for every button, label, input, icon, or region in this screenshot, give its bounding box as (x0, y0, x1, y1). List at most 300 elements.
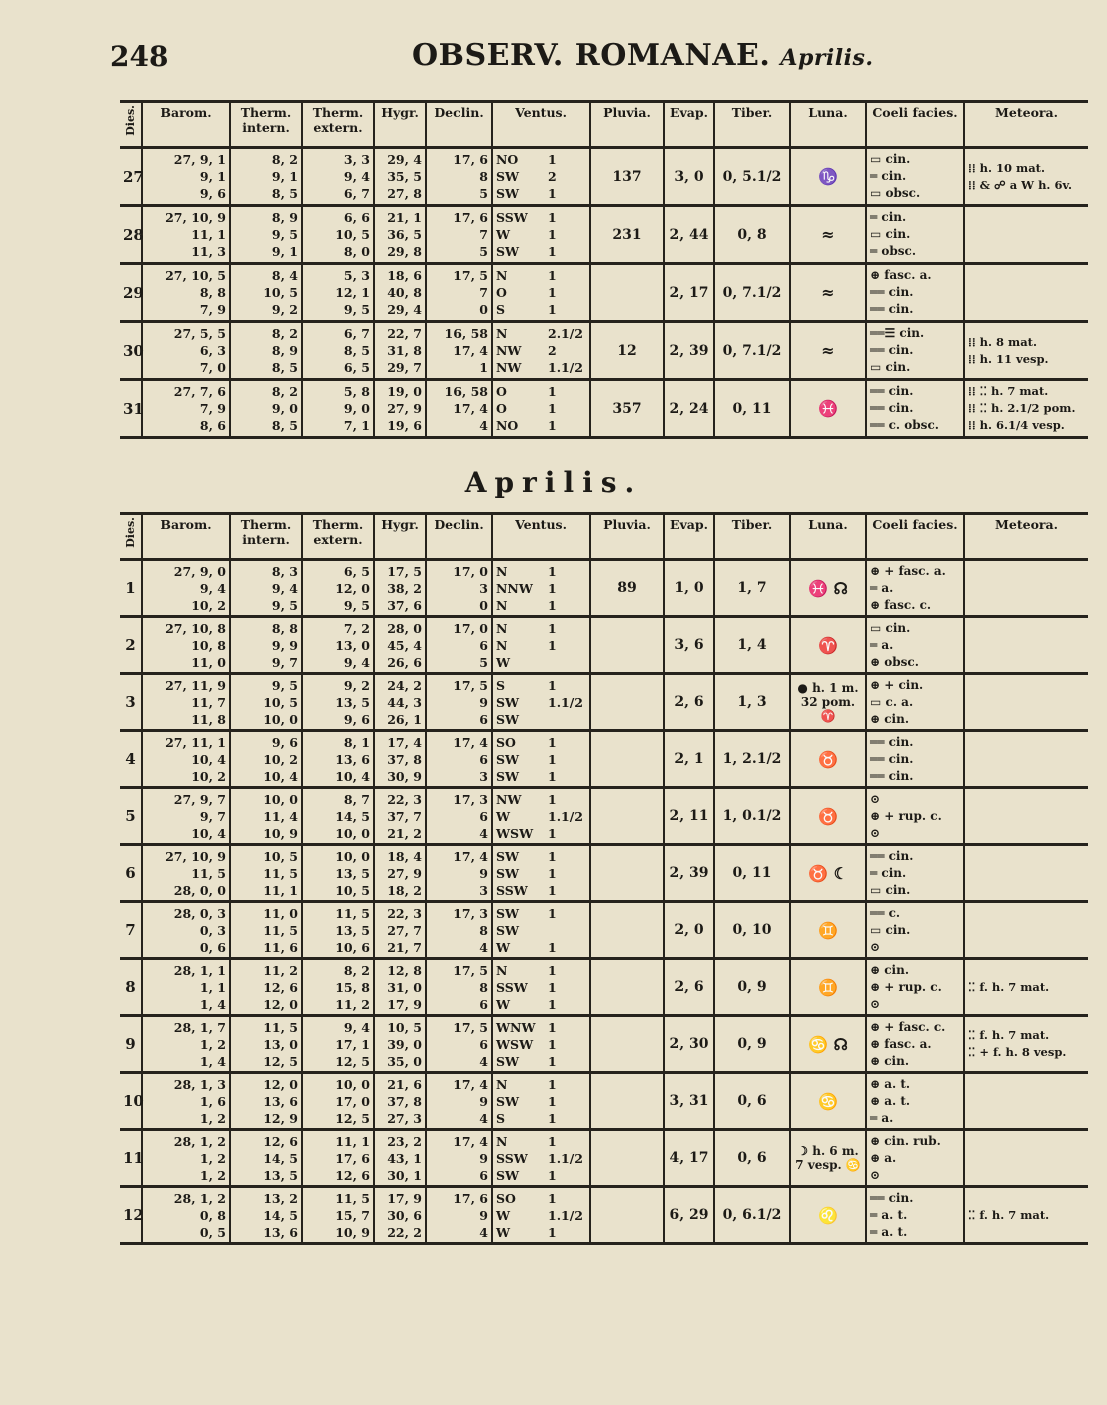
meteora-cell (964, 1187, 1088, 1244)
evap-cell: 2, 0 (664, 902, 714, 959)
table-row (120, 1130, 1088, 1187)
tex-value: 13, 5 (335, 865, 370, 881)
table-row (120, 322, 1088, 380)
meteora-cell (964, 1130, 1088, 1187)
barom-value: 28, 1, 7 (173, 1019, 226, 1035)
wind-line (496, 791, 586, 808)
tex-cell (302, 731, 374, 788)
tin-cell (230, 1073, 302, 1130)
coeli-value: ▭ cin. (870, 922, 911, 937)
barom-value: 9, 6 (199, 186, 226, 201)
running-title (412, 38, 874, 73)
barom-value: 9, 7 (199, 808, 226, 824)
barom-value: 11, 3 (191, 244, 226, 259)
decl-value: 17, 6 (453, 1190, 488, 1206)
wind-line (496, 168, 586, 185)
decl-value: 17, 4 (453, 848, 488, 864)
wind-direction: SSW (496, 979, 528, 995)
table-row (120, 845, 1088, 902)
decl-value: 7 (479, 285, 488, 300)
luna-cell: ≈ (790, 206, 866, 264)
wind-line (496, 209, 586, 226)
barom-value: 27, 11, 9 (165, 677, 226, 693)
wind-force: 1 (548, 637, 557, 653)
decl-cell (426, 731, 492, 788)
hygr-value: 17, 9 (387, 996, 422, 1012)
hygr-value: 31, 8 (387, 343, 422, 358)
tin-value: 11, 5 (263, 922, 298, 938)
tex-value: 13, 6 (335, 751, 370, 767)
barom-value: 27, 10, 9 (165, 210, 226, 225)
wind-line (496, 979, 586, 996)
hygr-cell (374, 1073, 426, 1130)
coeli-value: ══☰ cin. (870, 326, 925, 340)
tex-value: 10, 0 (335, 1076, 370, 1092)
hygr-value: 29, 8 (387, 244, 422, 259)
decl-value: 9 (479, 865, 488, 881)
wind-direction: NO (496, 418, 519, 433)
evap-cell: 2, 30 (664, 1016, 714, 1073)
wind-direction: SW (496, 751, 520, 767)
wind-direction: W (496, 939, 511, 955)
coeli-value: ⊙ (870, 825, 881, 840)
day-cell: 7 (120, 902, 142, 959)
day-cell: 12 (120, 1187, 142, 1244)
tin-cell (230, 560, 302, 617)
running-month: Aprilis. (780, 45, 874, 71)
decl-value: 0 (479, 302, 488, 317)
hygr-value: 35, 5 (387, 169, 422, 184)
pluvia-cell: 231 (590, 206, 664, 264)
tiber-cell: 0, 6 (714, 1073, 790, 1130)
pluvia-cell (590, 1073, 664, 1130)
pluvia-cell (590, 674, 664, 731)
coeli-value: ⊕ fasc. a. (870, 268, 932, 282)
barom-value: 1, 2 (199, 1150, 226, 1166)
hygr-value: 37, 7 (387, 808, 422, 824)
wind-line (496, 865, 586, 882)
barom-cell (142, 264, 230, 322)
pluvia-cell (590, 731, 664, 788)
wind-direction: SW (496, 1053, 520, 1069)
hygr-value: 37, 8 (387, 751, 422, 767)
coeli-value: ▭ obsc. (870, 186, 921, 200)
decl-value: 9 (479, 1093, 488, 1109)
hygr-value: 26, 6 (387, 654, 422, 670)
wind-direction: SW (496, 1167, 520, 1183)
coeli-value: ══ cin. (870, 848, 914, 863)
coeli-cell (866, 1187, 964, 1244)
tin-cell (230, 959, 302, 1016)
tin-value: 10, 5 (263, 848, 298, 864)
decl-value: 4 (479, 939, 488, 955)
table-row (120, 148, 1088, 206)
coeli-cell (866, 1016, 964, 1073)
barom-cell (142, 1130, 230, 1187)
tin-value: 8, 4 (271, 268, 298, 283)
hygr-cell (374, 264, 426, 322)
tin-cell (230, 148, 302, 206)
column-header: Evap. (664, 102, 714, 148)
wind-line (496, 768, 586, 785)
tex-value: 6, 5 (343, 563, 370, 579)
tin-value: 12, 5 (263, 1053, 298, 1069)
barom-value: 27, 11, 1 (165, 734, 226, 750)
tex-value: 10, 0 (335, 848, 370, 864)
tin-cell (230, 322, 302, 380)
barom-value: 28, 0, 0 (173, 882, 226, 898)
meteora-cell (964, 959, 1088, 1016)
coeli-value: ⊕ a. t. (870, 1076, 911, 1091)
column-header: Therm. extern. (302, 102, 374, 148)
column-header: Declin. (426, 102, 492, 148)
hygr-value: 19, 6 (387, 418, 422, 433)
decl-value: 17, 6 (453, 210, 488, 225)
wind-force: 1 (548, 1019, 557, 1035)
tin-value: 8, 9 (271, 210, 298, 225)
wind-direction: NW (496, 791, 522, 807)
wind-cell (492, 560, 590, 617)
barom-value: 11, 1 (191, 227, 226, 242)
coeli-value: ══ cin. (870, 401, 914, 415)
tex-value: 15, 7 (335, 1207, 370, 1223)
hygr-value: 29, 7 (387, 360, 422, 375)
wind-direction: W (496, 1224, 511, 1240)
coeli-value: ⊕ cin. (870, 962, 909, 977)
table-row (120, 206, 1088, 264)
tin-value: 11, 0 (263, 905, 298, 921)
tin-value: 10, 2 (263, 751, 298, 767)
wind-direction: N (496, 962, 508, 978)
wind-direction: NO (496, 152, 519, 167)
luna-cell: ≈ (790, 264, 866, 322)
evap-cell: 2, 44 (664, 206, 714, 264)
tin-value: 13, 6 (263, 1093, 298, 1109)
coeli-cell (866, 959, 964, 1016)
decl-value: 17, 4 (453, 1076, 488, 1092)
barom-cell (142, 1016, 230, 1073)
hygr-value: 30, 9 (387, 768, 422, 784)
tiber-cell: 0, 5.1/2 (714, 148, 790, 206)
coeli-value: ═ cin. (870, 865, 907, 880)
coeli-cell (866, 1130, 964, 1187)
tex-value: 9, 4 (343, 169, 370, 184)
wind-line (496, 1150, 586, 1167)
luna-cell: ♉ (790, 731, 866, 788)
tin-value: 9, 5 (271, 597, 298, 613)
wind-line (496, 1053, 586, 1070)
pluvia-cell (590, 959, 664, 1016)
tex-value: 9, 4 (343, 1019, 370, 1035)
tin-value: 11, 1 (263, 882, 298, 898)
tiber-cell: 0, 6.1/2 (714, 1187, 790, 1244)
hygr-value: 44, 3 (387, 694, 422, 710)
meteora-cell (964, 380, 1088, 438)
column-header: Pluvia. (590, 102, 664, 148)
decl-value: 4 (479, 1110, 488, 1126)
decl-value: 17, 4 (453, 401, 488, 416)
table-row (120, 959, 1088, 1016)
table-row (120, 731, 1088, 788)
tin-value: 10, 5 (263, 285, 298, 300)
tex-value: 10, 5 (335, 882, 370, 898)
running-title-text: OBSERV. ROMANAE. (412, 38, 771, 73)
column-header: Coeli facies. (866, 102, 964, 148)
luna-cell: ♊ (790, 902, 866, 959)
day-cell: 8 (120, 959, 142, 1016)
tex-value: 12, 5 (335, 1110, 370, 1126)
tex-cell (302, 788, 374, 845)
meteora-cell (964, 264, 1088, 322)
wind-direction: SW (496, 1093, 520, 1109)
wind-line (496, 1224, 586, 1241)
wind-line (496, 383, 586, 400)
luna-cell: ♓ (790, 380, 866, 438)
tex-value: 11, 5 (335, 905, 370, 921)
hygr-cell (374, 788, 426, 845)
hygr-cell (374, 845, 426, 902)
coeli-cell (866, 902, 964, 959)
table-row (120, 1073, 1088, 1130)
decl-value: 7 (479, 227, 488, 242)
wind-force: 1 (548, 1133, 557, 1149)
barom-value: 10, 4 (191, 825, 226, 841)
tin-value: 8, 3 (271, 563, 298, 579)
tex-value: 8, 0 (343, 244, 370, 259)
decl-cell (426, 674, 492, 731)
evap-cell: 3, 6 (664, 617, 714, 674)
decl-cell (426, 380, 492, 438)
evap-cell: 2, 1 (664, 731, 714, 788)
coeli-cell (866, 380, 964, 438)
decl-value: 6 (479, 751, 488, 767)
evap-cell: 2, 11 (664, 788, 714, 845)
coeli-value: ══ cin. (870, 302, 914, 316)
meteora-cell (964, 902, 1088, 959)
barom-cell (142, 788, 230, 845)
wind-force: 1 (548, 734, 557, 750)
tex-cell (302, 264, 374, 322)
wind-direction: S (496, 302, 506, 317)
hygr-cell (374, 1016, 426, 1073)
tin-value: 9, 1 (271, 169, 298, 184)
column-header: Ventus. (492, 102, 590, 148)
luna-cell: ♋ ☊ (790, 1016, 866, 1073)
decl-value: 9 (479, 1207, 488, 1223)
wind-force: 1 (548, 962, 557, 978)
day-cell: 2 (120, 617, 142, 674)
tex-value: 11, 5 (335, 1190, 370, 1206)
wind-direction: W (496, 227, 511, 242)
decl-value: 17, 0 (453, 563, 488, 579)
decl-value: 4 (479, 418, 488, 433)
wind-line (496, 677, 586, 694)
tex-cell (302, 1016, 374, 1073)
hygr-value: 31, 0 (387, 979, 422, 995)
meteora-value: ⁞⁞ h. 10 mat. (968, 160, 1045, 175)
tiber-cell: 0, 7.1/2 (714, 264, 790, 322)
wind-cell (492, 902, 590, 959)
column-header-label: Dies. (124, 517, 137, 548)
column-header: Hygr. (374, 102, 426, 148)
barom-value: 27, 9, 1 (173, 152, 226, 167)
luna-cell: ♓ ☊ (790, 560, 866, 617)
wind-direction: SW (496, 244, 520, 259)
coeli-value: ⊙ (870, 1167, 881, 1182)
coeli-value: ⊕ + rup. c. (870, 979, 942, 994)
hygr-value: 22, 7 (387, 326, 422, 341)
meteora-cell (964, 845, 1088, 902)
decl-value: 9 (479, 694, 488, 710)
tex-value: 17, 0 (335, 1093, 370, 1109)
column-header: Evap. (664, 514, 714, 560)
coeli-value: ═ cin. (870, 169, 907, 183)
coeli-value: ⊕ a. (870, 1150, 897, 1165)
column-header: Meteora. (964, 514, 1088, 560)
day-cell: 31 (120, 380, 142, 438)
tex-cell (302, 674, 374, 731)
wind-direction: W (496, 654, 511, 670)
barom-cell (142, 1187, 230, 1244)
wind-line (496, 267, 586, 284)
barom-value: 11, 5 (191, 865, 226, 881)
barom-cell (142, 206, 230, 264)
wind-line (496, 825, 586, 842)
wind-force: 1 (548, 939, 557, 955)
day-cell: 3 (120, 674, 142, 731)
hygr-value: 17, 9 (387, 1190, 422, 1206)
wind-direction: SW (496, 186, 520, 201)
hygr-value: 21, 2 (387, 825, 422, 841)
tin-value: 10, 4 (263, 768, 298, 784)
barom-value: 10, 8 (191, 637, 226, 653)
tin-value: 12, 0 (263, 1076, 298, 1092)
barom-value: 0, 3 (199, 922, 226, 938)
meteora-value: ⁚⁚ + f. h. 8 vesp. (968, 1045, 1067, 1059)
tin-value: 13, 2 (263, 1190, 298, 1206)
wind-line (496, 751, 586, 768)
day-cell: 27 (120, 148, 142, 206)
decl-cell (426, 1130, 492, 1187)
hygr-value: 36, 5 (387, 227, 422, 242)
wind-direction: W (496, 1207, 511, 1223)
wind-direction: NW (496, 343, 522, 358)
barom-cell (142, 617, 230, 674)
tin-value: 12, 6 (263, 979, 298, 995)
wind-direction: N (496, 563, 508, 579)
pluvia-cell: 89 (590, 560, 664, 617)
hygr-cell (374, 322, 426, 380)
coeli-value: ⊕ fasc. a. (870, 1036, 932, 1051)
wind-force: 1 (548, 905, 557, 921)
luna-cell: ♌ (790, 1187, 866, 1244)
tin-value: 10, 5 (263, 694, 298, 710)
tex-value: 8, 2 (343, 962, 370, 978)
meteora-value: ⁚⁚ f. h. 7 mat. (968, 979, 1050, 994)
evap-cell: 2, 6 (664, 674, 714, 731)
decl-cell (426, 264, 492, 322)
barom-cell (142, 560, 230, 617)
decl-value: 17, 5 (453, 268, 488, 283)
barom-value: 28, 1, 2 (173, 1133, 226, 1149)
tin-cell (230, 1016, 302, 1073)
decl-value: 17, 0 (453, 620, 488, 636)
wind-direction: N (496, 1076, 508, 1092)
tex-cell (302, 322, 374, 380)
column-header (120, 102, 142, 148)
wind-cell (492, 380, 590, 438)
tin-cell (230, 788, 302, 845)
barom-value: 7, 0 (199, 360, 226, 375)
tin-value: 11, 4 (263, 808, 298, 824)
hygr-value: 40, 8 (387, 285, 422, 300)
tin-cell (230, 264, 302, 322)
wind-direction: SW (496, 922, 520, 938)
coeli-value: ═ a. (870, 637, 894, 652)
barom-value: 1, 1 (199, 979, 226, 995)
column-header (120, 514, 142, 560)
decl-value: 6 (479, 711, 488, 727)
wind-force: 1 (548, 848, 557, 864)
hygr-cell (374, 1187, 426, 1244)
decl-cell (426, 322, 492, 380)
wind-cell (492, 206, 590, 264)
meteora-cell (964, 674, 1088, 731)
tin-value: 14, 5 (263, 1207, 298, 1223)
wind-force: 1 (548, 1167, 557, 1183)
evap-cell: 6, 29 (664, 1187, 714, 1244)
coeli-value: ═ a. t. (870, 1207, 908, 1222)
wind-line (496, 620, 586, 637)
tex-value: 3, 3 (343, 152, 370, 167)
wind-cell (492, 148, 590, 206)
coeli-value: ⊕ fasc. c. (870, 597, 932, 612)
coeli-value: ⊕ cin. rub. (870, 1133, 941, 1148)
tex-value: 6, 7 (343, 186, 370, 201)
meteora-value: ⁞⁞ h. 11 vesp. (968, 351, 1049, 366)
wind-line (496, 905, 586, 922)
evap-cell: 2, 39 (664, 322, 714, 380)
tex-cell (302, 902, 374, 959)
coeli-value: ═ a. (870, 580, 894, 595)
pluvia-cell: 12 (590, 322, 664, 380)
barom-value: 1, 4 (199, 996, 226, 1012)
decl-value: 17, 4 (453, 1133, 488, 1149)
meteora-value: ⁚⁚ f. h. 7 mat. (968, 1028, 1050, 1042)
barom-value: 10, 2 (191, 768, 226, 784)
tex-value: 10, 4 (335, 768, 370, 784)
meteora-cell (964, 560, 1088, 617)
hygr-cell (374, 959, 426, 1016)
hygr-value: 18, 6 (387, 268, 422, 283)
wind-direction: SW (496, 768, 520, 784)
hygr-cell (374, 674, 426, 731)
decl-value: 6 (479, 637, 488, 653)
tin-value: 13, 0 (263, 1036, 298, 1052)
decl-value: 17, 4 (453, 343, 488, 358)
decl-value: 8 (479, 169, 488, 184)
wind-force: 1.1/2 (548, 1150, 584, 1166)
column-header: Ventus. (492, 514, 590, 560)
meteora-cell (964, 788, 1088, 845)
day-cell: 4 (120, 731, 142, 788)
tin-value: 11, 2 (263, 962, 298, 978)
tex-cell (302, 1130, 374, 1187)
decl-value: 17, 3 (453, 905, 488, 921)
barom-value: 6, 3 (199, 343, 226, 358)
evap-cell: 2, 17 (664, 264, 714, 322)
column-header: Pluvia. (590, 514, 664, 560)
